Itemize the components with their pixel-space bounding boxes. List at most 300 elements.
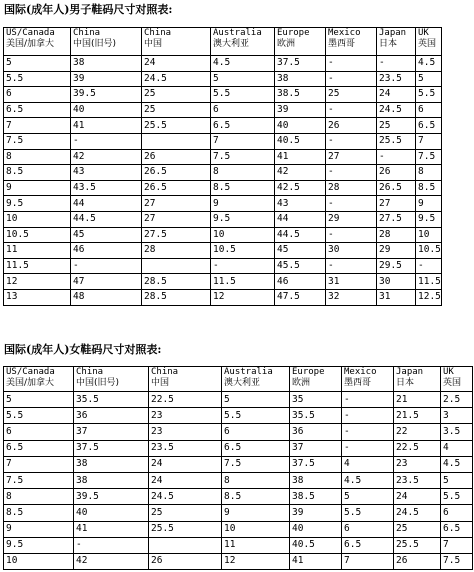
table-cell: 40 bbox=[74, 505, 149, 521]
table-cell: - bbox=[342, 424, 394, 440]
table-cell: 47.5 bbox=[275, 289, 326, 305]
column-header-zh: 墨西哥 bbox=[328, 39, 356, 49]
table-cell: 46 bbox=[71, 243, 142, 259]
column-header-zh: 美国/加拿大 bbox=[6, 39, 55, 49]
table-cell: - bbox=[377, 56, 416, 72]
table-cell: 10.5 bbox=[416, 243, 442, 259]
table-cell: 29 bbox=[377, 243, 416, 259]
table-cell: 7 bbox=[211, 133, 275, 149]
table-cell: - bbox=[377, 149, 416, 165]
table-cell: 26.5 bbox=[142, 180, 211, 196]
table-cell: 39.5 bbox=[71, 87, 142, 103]
column-header bbox=[275, 28, 326, 56]
men-table-title: 国际(成年人)男子鞋码尺寸对照表: bbox=[4, 3, 173, 16]
column-header-en: Japan bbox=[396, 367, 424, 377]
table-cell: 9.5 bbox=[4, 537, 74, 553]
table-cell: 9.5 bbox=[4, 196, 71, 212]
table-cell: 36 bbox=[74, 408, 149, 424]
column-header-en: US/Canada bbox=[6, 28, 55, 38]
table-cell: 41 bbox=[71, 118, 142, 134]
table-cell: 7 bbox=[441, 537, 473, 553]
table-cell: 40 bbox=[290, 521, 342, 537]
table-cell: 24.5 bbox=[142, 71, 211, 87]
women-header-row bbox=[4, 367, 473, 392]
table-cell: 9 bbox=[4, 180, 71, 196]
table-row bbox=[4, 118, 442, 134]
table-cell: 40.5 bbox=[275, 133, 326, 149]
table-row bbox=[4, 211, 442, 227]
table-cell: 35.5 bbox=[290, 408, 342, 424]
table-cell: 41 bbox=[275, 149, 326, 165]
men-table-header bbox=[4, 28, 442, 56]
table-cell: 27 bbox=[326, 149, 377, 165]
table-cell: 10.5 bbox=[211, 243, 275, 259]
table-row bbox=[4, 408, 473, 424]
table-cell: 35 bbox=[290, 392, 342, 408]
column-header bbox=[222, 367, 290, 392]
table-cell: 3.5 bbox=[441, 424, 473, 440]
column-header-en: US/Canada bbox=[6, 367, 55, 377]
column-header-zh: 欧洲 bbox=[292, 378, 311, 388]
column-header bbox=[4, 367, 74, 392]
table-cell: 8 bbox=[416, 165, 442, 181]
table-cell: 28 bbox=[142, 243, 211, 259]
table-cell: 8 bbox=[211, 165, 275, 181]
table-cell: - bbox=[211, 258, 275, 274]
table-cell: 40.5 bbox=[290, 537, 342, 553]
table-cell: 39.5 bbox=[74, 489, 149, 505]
table-cell: 41 bbox=[74, 521, 149, 537]
table-cell: - bbox=[326, 165, 377, 181]
column-header bbox=[416, 28, 442, 56]
column-header-en: Mexico bbox=[344, 367, 377, 377]
table-cell: 6 bbox=[342, 521, 394, 537]
table-cell: 9 bbox=[416, 196, 442, 212]
column-header-zh: 中国 bbox=[144, 39, 163, 49]
table-cell: 42.5 bbox=[275, 180, 326, 196]
table-cell: 4.5 bbox=[342, 472, 394, 488]
table-cell: 23.5 bbox=[377, 71, 416, 87]
table-cell: 5.5 bbox=[4, 71, 71, 87]
table-cell: 23 bbox=[394, 456, 441, 472]
table-cell: 42 bbox=[71, 149, 142, 165]
table-cell: 24 bbox=[394, 489, 441, 505]
column-header-zh: 中国(旧号) bbox=[76, 378, 120, 388]
table-cell: 3 bbox=[441, 408, 473, 424]
column-header bbox=[290, 367, 342, 392]
table-cell: 27.5 bbox=[142, 227, 211, 243]
table-cell: 21 bbox=[394, 392, 441, 408]
table-cell: 36 bbox=[290, 424, 342, 440]
column-header-en: China bbox=[76, 367, 104, 377]
table-cell: 45 bbox=[71, 227, 142, 243]
table-row bbox=[4, 133, 442, 149]
column-header bbox=[211, 28, 275, 56]
table-cell: 23 bbox=[149, 408, 222, 424]
table-cell: 25.5 bbox=[377, 133, 416, 149]
table-cell: 5 bbox=[222, 392, 290, 408]
table-cell: 12.5 bbox=[416, 289, 442, 305]
table-cell: 12 bbox=[222, 553, 290, 569]
table-cell: - bbox=[71, 258, 142, 274]
table-cell: 44.5 bbox=[275, 227, 326, 243]
table-cell: 6.5 bbox=[416, 118, 442, 134]
women-table-body bbox=[4, 392, 473, 570]
column-header-zh: 中国 bbox=[151, 378, 170, 388]
table-cell: 38.5 bbox=[275, 87, 326, 103]
table-cell: 6.5 bbox=[342, 537, 394, 553]
table-cell: 6 bbox=[211, 102, 275, 118]
table-cell: 10 bbox=[4, 211, 71, 227]
table-cell: 43 bbox=[275, 196, 326, 212]
table-cell: 24.5 bbox=[149, 489, 222, 505]
table-cell bbox=[142, 258, 211, 274]
table-cell: - bbox=[342, 440, 394, 456]
table-cell: 5.5 bbox=[211, 87, 275, 103]
table-cell: 4.5 bbox=[211, 56, 275, 72]
column-header bbox=[441, 367, 473, 392]
column-header bbox=[394, 367, 441, 392]
column-header-en: Australia bbox=[213, 28, 262, 38]
table-cell bbox=[142, 133, 211, 149]
table-cell: 27 bbox=[377, 196, 416, 212]
women-table-header bbox=[4, 367, 473, 392]
table-cell: 37.5 bbox=[74, 440, 149, 456]
column-header-en: UK bbox=[418, 28, 429, 38]
table-cell: 35.5 bbox=[74, 392, 149, 408]
table-row bbox=[4, 424, 473, 440]
table-cell: - bbox=[342, 392, 394, 408]
table-cell: 24.5 bbox=[377, 102, 416, 118]
table-cell: 7 bbox=[342, 553, 394, 569]
table-cell: 27 bbox=[142, 196, 211, 212]
table-cell: 5 bbox=[441, 472, 473, 488]
table-cell: 27 bbox=[142, 211, 211, 227]
table-cell: 29 bbox=[326, 211, 377, 227]
table-cell: 43 bbox=[71, 165, 142, 181]
table-cell: - bbox=[326, 227, 377, 243]
table-cell: 28.5 bbox=[142, 289, 211, 305]
table-row bbox=[4, 165, 442, 181]
table-cell: 7.5 bbox=[441, 553, 473, 569]
table-cell: - bbox=[326, 71, 377, 87]
column-header bbox=[377, 28, 416, 56]
table-cell: 6 bbox=[4, 424, 74, 440]
table-cell: 25.5 bbox=[142, 118, 211, 134]
table-cell: 26 bbox=[394, 553, 441, 569]
table-cell: - bbox=[342, 408, 394, 424]
table-row bbox=[4, 227, 442, 243]
table-cell: 6.5 bbox=[441, 521, 473, 537]
table-row bbox=[4, 472, 473, 488]
column-header-zh: 英国 bbox=[418, 39, 437, 49]
table-cell: 6 bbox=[222, 424, 290, 440]
table-cell: - bbox=[326, 258, 377, 274]
table-cell: 46 bbox=[275, 274, 326, 290]
table-cell: 26 bbox=[149, 553, 222, 569]
table-cell: 38 bbox=[275, 71, 326, 87]
table-cell: 11 bbox=[4, 243, 71, 259]
table-cell: 4 bbox=[441, 440, 473, 456]
table-cell: 7.5 bbox=[416, 149, 442, 165]
table-cell: 6.5 bbox=[222, 440, 290, 456]
table-cell: 5.5 bbox=[342, 505, 394, 521]
table-cell: 23.5 bbox=[394, 472, 441, 488]
table-cell: - bbox=[74, 537, 149, 553]
table-cell: 40 bbox=[275, 118, 326, 134]
table-cell: 6.5 bbox=[211, 118, 275, 134]
table-cell: 10 bbox=[211, 227, 275, 243]
table-cell: 6 bbox=[4, 87, 71, 103]
column-header bbox=[149, 367, 222, 392]
table-cell: - bbox=[71, 133, 142, 149]
column-header-en: China bbox=[144, 28, 172, 38]
table-cell: 24 bbox=[142, 56, 211, 72]
table-cell: 10 bbox=[416, 227, 442, 243]
table-cell: 27.5 bbox=[377, 211, 416, 227]
table-cell: 28.5 bbox=[142, 274, 211, 290]
column-header-en: China bbox=[73, 28, 101, 38]
table-cell: 31 bbox=[326, 274, 377, 290]
column-header-en: Mexico bbox=[328, 28, 361, 38]
table-cell: 24 bbox=[149, 456, 222, 472]
column-header bbox=[4, 28, 71, 56]
table-cell: 25 bbox=[149, 505, 222, 521]
table-cell: 37 bbox=[74, 424, 149, 440]
table-cell: 25.5 bbox=[394, 537, 441, 553]
table-row bbox=[4, 553, 473, 569]
table-cell: 7 bbox=[4, 456, 74, 472]
column-header-en: UK bbox=[443, 367, 454, 377]
table-cell: 6.5 bbox=[4, 102, 71, 118]
table-cell: 8 bbox=[222, 472, 290, 488]
table-cell: 8.5 bbox=[4, 165, 71, 181]
table-cell: 5.5 bbox=[222, 408, 290, 424]
column-header bbox=[74, 367, 149, 392]
men-header-row bbox=[4, 28, 442, 56]
table-row bbox=[4, 258, 442, 274]
table-row bbox=[4, 521, 473, 537]
table-row bbox=[4, 289, 442, 305]
table-cell: 5 bbox=[4, 56, 71, 72]
table-cell: 29.5 bbox=[377, 258, 416, 274]
table-cell: 39 bbox=[275, 102, 326, 118]
column-header-zh: 日本 bbox=[396, 378, 415, 388]
table-row bbox=[4, 196, 442, 212]
column-header-en: Australia bbox=[224, 367, 273, 377]
table-cell: 8.5 bbox=[222, 489, 290, 505]
table-row bbox=[4, 102, 442, 118]
table-cell: 7.5 bbox=[4, 472, 74, 488]
table-row bbox=[4, 537, 473, 553]
column-header bbox=[326, 28, 377, 56]
column-header-zh: 英国 bbox=[443, 378, 462, 388]
table-cell: 39 bbox=[290, 505, 342, 521]
column-header-zh: 中国(旧号) bbox=[73, 39, 117, 49]
table-row bbox=[4, 440, 473, 456]
table-cell: 23.5 bbox=[149, 440, 222, 456]
table-cell: 4.5 bbox=[441, 456, 473, 472]
table-cell: 26 bbox=[377, 165, 416, 181]
table-cell: 21.5 bbox=[394, 408, 441, 424]
table-cell: 4 bbox=[342, 456, 394, 472]
table-cell: 25 bbox=[377, 118, 416, 134]
women-size-table bbox=[3, 366, 473, 570]
table-cell: 7 bbox=[416, 133, 442, 149]
table-cell: 26 bbox=[326, 118, 377, 134]
table-cell: 13 bbox=[4, 289, 71, 305]
table-cell: 7.5 bbox=[222, 456, 290, 472]
women-table-title: 国际(成年人)女鞋码尺寸对照表: bbox=[4, 343, 162, 356]
table-cell: 32 bbox=[326, 289, 377, 305]
table-cell: 31 bbox=[377, 289, 416, 305]
men-table-body bbox=[4, 56, 442, 306]
column-header-zh: 澳大利亚 bbox=[224, 378, 261, 388]
table-cell: - bbox=[326, 102, 377, 118]
table-cell: 28 bbox=[326, 180, 377, 196]
column-header bbox=[342, 367, 394, 392]
table-cell: 8.5 bbox=[416, 180, 442, 196]
table-cell: 11.5 bbox=[416, 274, 442, 290]
table-cell: 45.5 bbox=[275, 258, 326, 274]
table-cell bbox=[149, 537, 222, 553]
table-cell: 23 bbox=[149, 424, 222, 440]
table-row bbox=[4, 505, 473, 521]
table-cell: 38.5 bbox=[290, 489, 342, 505]
table-cell: 6 bbox=[441, 505, 473, 521]
table-cell: 43.5 bbox=[71, 180, 142, 196]
table-cell: 5 bbox=[342, 489, 394, 505]
table-cell: 38 bbox=[71, 56, 142, 72]
table-cell: 6 bbox=[416, 102, 442, 118]
table-cell: 22 bbox=[394, 424, 441, 440]
column-header-zh: 澳大利亚 bbox=[213, 39, 250, 49]
table-cell: 42 bbox=[275, 165, 326, 181]
table-cell: - bbox=[326, 196, 377, 212]
table-cell: 7.5 bbox=[211, 149, 275, 165]
table-cell: 38 bbox=[290, 472, 342, 488]
table-cell: 4.5 bbox=[416, 56, 442, 72]
column-header-zh: 美国/加拿大 bbox=[6, 378, 55, 388]
table-cell: 2.5 bbox=[441, 392, 473, 408]
table-cell: 9 bbox=[211, 196, 275, 212]
table-cell: 22.5 bbox=[149, 392, 222, 408]
table-cell: 37.5 bbox=[290, 456, 342, 472]
table-cell: 9.5 bbox=[416, 211, 442, 227]
column-header-en: Europe bbox=[277, 28, 310, 38]
table-cell: 44 bbox=[275, 211, 326, 227]
table-cell: - bbox=[326, 133, 377, 149]
table-cell: 22.5 bbox=[394, 440, 441, 456]
table-row bbox=[4, 392, 473, 408]
table-cell: 8.5 bbox=[211, 180, 275, 196]
table-cell: 5.5 bbox=[441, 489, 473, 505]
table-cell: 5.5 bbox=[416, 87, 442, 103]
table-cell: 25 bbox=[142, 87, 211, 103]
table-cell: 25.5 bbox=[149, 521, 222, 537]
table-cell: 30 bbox=[377, 274, 416, 290]
table-cell: 38 bbox=[74, 456, 149, 472]
table-cell: 37.5 bbox=[275, 56, 326, 72]
table-cell: 5 bbox=[4, 392, 74, 408]
column-header-zh: 欧洲 bbox=[277, 39, 296, 49]
table-cell: 10 bbox=[4, 553, 74, 569]
table-cell: 5.5 bbox=[4, 408, 74, 424]
table-cell: 7 bbox=[4, 118, 71, 134]
table-cell: 39 bbox=[71, 71, 142, 87]
table-cell: 8 bbox=[4, 149, 71, 165]
table-cell: 10.5 bbox=[4, 227, 71, 243]
table-cell: 48 bbox=[71, 289, 142, 305]
table-cell: 5 bbox=[416, 71, 442, 87]
table-row bbox=[4, 180, 442, 196]
table-cell: 26.5 bbox=[377, 180, 416, 196]
table-cell: 26 bbox=[142, 149, 211, 165]
table-cell: 12 bbox=[211, 289, 275, 305]
table-row bbox=[4, 456, 473, 472]
table-cell: 24.5 bbox=[394, 505, 441, 521]
table-cell: 45 bbox=[275, 243, 326, 259]
table-cell: - bbox=[326, 56, 377, 72]
table-row bbox=[4, 87, 442, 103]
table-cell: 44 bbox=[71, 196, 142, 212]
table-row bbox=[4, 56, 442, 72]
table-cell: 8.5 bbox=[4, 505, 74, 521]
table-cell: 24 bbox=[149, 472, 222, 488]
table-row bbox=[4, 243, 442, 259]
table-cell: 12 bbox=[4, 274, 71, 290]
column-header-en: Europe bbox=[292, 367, 325, 377]
column-header-en: Japan bbox=[379, 28, 407, 38]
table-cell: 10 bbox=[222, 521, 290, 537]
table-cell: 24 bbox=[377, 87, 416, 103]
table-cell: 7.5 bbox=[4, 133, 71, 149]
table-cell: 42 bbox=[74, 553, 149, 569]
column-header bbox=[71, 28, 142, 56]
table-cell: 5 bbox=[211, 71, 275, 87]
column-header bbox=[142, 28, 211, 56]
table-cell: 6.5 bbox=[4, 440, 74, 456]
table-cell: 28 bbox=[377, 227, 416, 243]
table-cell: 40 bbox=[71, 102, 142, 118]
table-row bbox=[4, 489, 473, 505]
table-cell: 9 bbox=[4, 521, 74, 537]
table-cell: - bbox=[416, 258, 442, 274]
table-cell: 25 bbox=[326, 87, 377, 103]
table-row bbox=[4, 274, 442, 290]
table-cell: 9.5 bbox=[211, 211, 275, 227]
column-header-en: China bbox=[151, 367, 179, 377]
column-header-zh: 日本 bbox=[379, 39, 398, 49]
column-header-zh: 墨西哥 bbox=[344, 378, 372, 388]
table-cell: 8 bbox=[4, 489, 74, 505]
table-cell: 25 bbox=[142, 102, 211, 118]
table-cell: 41 bbox=[290, 553, 342, 569]
table-cell: 44.5 bbox=[71, 211, 142, 227]
table-cell: 38 bbox=[74, 472, 149, 488]
table-cell: 11.5 bbox=[211, 274, 275, 290]
table-cell: 30 bbox=[326, 243, 377, 259]
table-cell: 11 bbox=[222, 537, 290, 553]
table-row bbox=[4, 71, 442, 87]
table-cell: 26.5 bbox=[142, 165, 211, 181]
table-cell: 9 bbox=[222, 505, 290, 521]
men-size-table bbox=[3, 27, 442, 306]
table-cell: 47 bbox=[71, 274, 142, 290]
table-cell: 25 bbox=[394, 521, 441, 537]
table-row bbox=[4, 149, 442, 165]
table-cell: 11.5 bbox=[4, 258, 71, 274]
